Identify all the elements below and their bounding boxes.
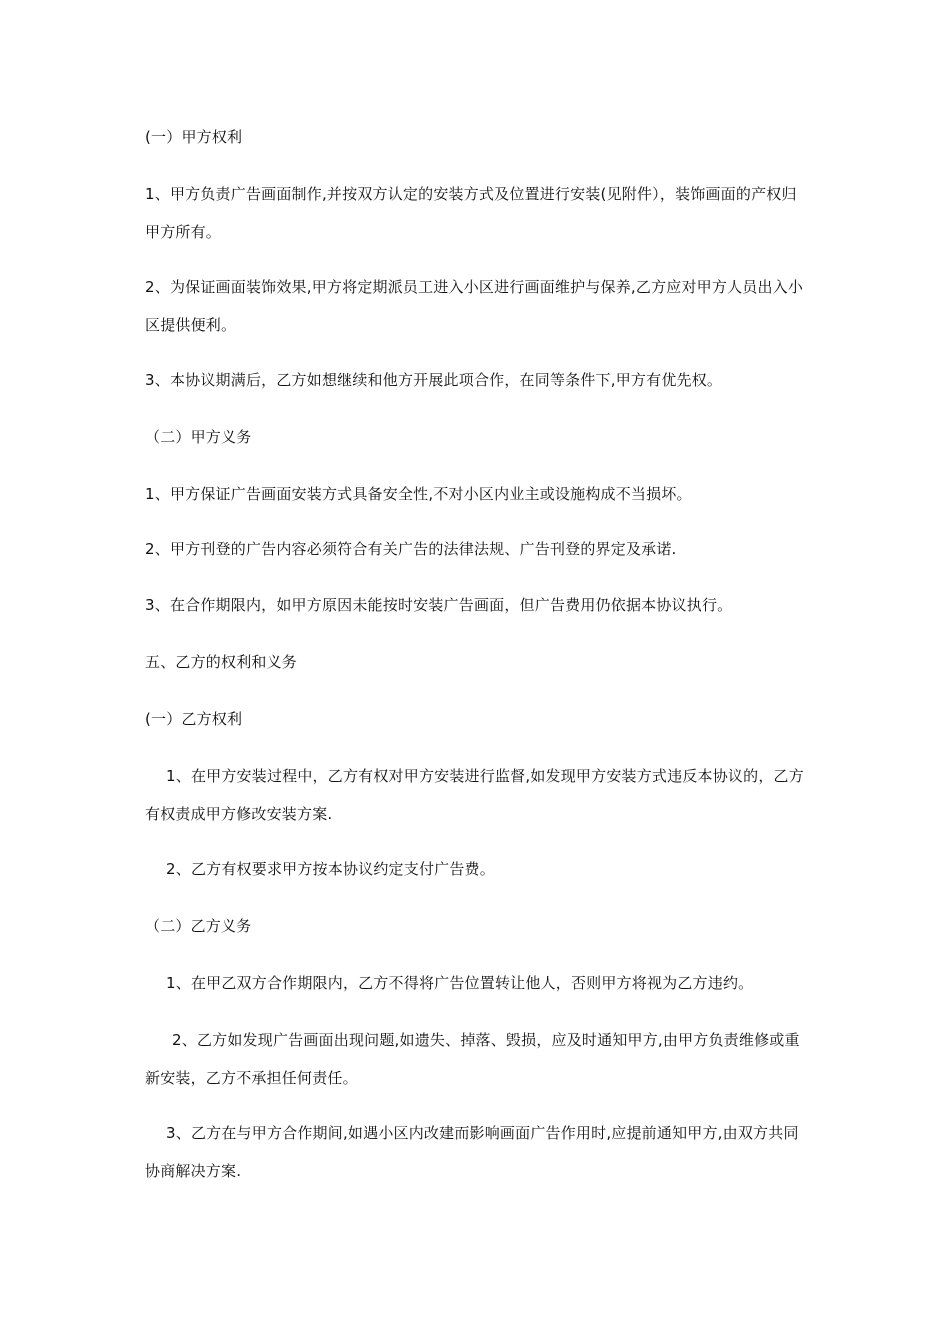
- clause-b-duties-1: 1、在甲乙双方合作期限内，乙方不得将广告位置转让他人，否则甲方将视为乙方违约。: [166, 974, 754, 992]
- section-heading-party-b-duties: （二）乙方义务: [145, 917, 252, 935]
- clause-a-rights-1: 1、甲方负责广告画面制作,并按双方认定的安装方式及位置进行安装(见附件），装饰画面的产权归甲方所有。: [145, 185, 797, 241]
- section-heading-party-b-rights: (一）乙方权利: [145, 710, 243, 728]
- clause-b-rights-2: 2、乙方有权要求甲方按本协议约定支付广告费。: [166, 860, 495, 878]
- clause-b-rights-1: 1、在甲方安装过程中，乙方有权对甲方安装进行监督,如发现甲方安装方式违反本协议的，乙方有权责成甲方修改安装方案.: [145, 767, 804, 823]
- section-heading-party-b-rights-duties: 五、乙方的权利和义务: [145, 653, 298, 671]
- clause-a-duties-3: 3、在合作期限内，如甲方原因未能按时安装广告画面，但广告费用仍依据本协议执行。: [145, 596, 733, 614]
- section-heading-party-a-duties: （二）甲方义务: [145, 428, 252, 446]
- clause-a-rights-3: 3、本协议期满后，乙方如想继续和他方开展此项合作，在同等条件下,甲方有优先权。: [145, 371, 723, 389]
- clause-b-duties-3: 3、乙方在与甲方合作期间,如遇小区内改建而影响画面广告作用时,应提前通知甲方,由双方共同协商解决方案.: [145, 1124, 799, 1180]
- clause-a-duties-1: 1、甲方保证广告画面安装方式具备安全性,不对小区内业主或设施构成不当损坏。: [145, 485, 692, 503]
- section-heading-party-a-rights: (一）甲方权利: [145, 128, 243, 146]
- clause-b-duties-2: 2、乙方如发现广告画面出现问题,如遗失、掉落、毁损，应及时通知甲方,由甲方负责维修或重新安装，乙方不承担任何责任。: [145, 1031, 800, 1087]
- clause-a-duties-2: 2、甲方刊登的广告内容必须符合有关广告的法律法规、广告刊登的界定及承诺.: [145, 540, 677, 558]
- clause-a-rights-2: 2、为保证画面装饰效果,甲方将定期派员工进入小区进行画面维护与保养,乙方应对甲方人员出入小区提供便利。: [145, 278, 804, 334]
